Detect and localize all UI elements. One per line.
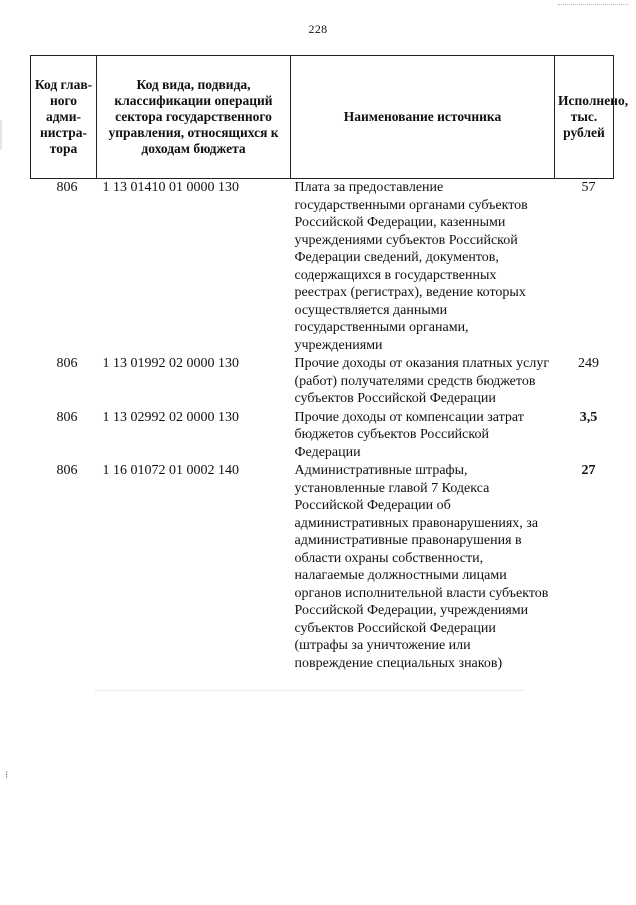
admin-code-cell: 806 [56, 409, 78, 425]
source-name-cell: Административные штрафы, установленные главой 7 Кодекса Российской Федерации об административных правонарушениях, за административные правонарушения в области охраны собственности, налагаемые должностными лицами органов исполнительной власти субъектов Российской Федерации, учреждениями субъектов Российской Федерации (штрафы за уничтожение или повреждение специальных знаков) [294, 463, 549, 671]
page-number: 228 [308, 22, 328, 36]
table-row [31, 409, 614, 463]
classification-code-cell: 1 16 01072 01 0002 140 [102, 463, 239, 478]
header-type-code: Код вида, подвида, классификации операций сектора государственного управления, относящихся к доходам бюджета [97, 56, 291, 179]
amount-cell: 249 [578, 356, 599, 371]
admin-code-cell: 806 [56, 180, 78, 195]
header-source-name: Наименование источника [291, 56, 555, 179]
header-admin-code: Код глав-ного адми-нистра-тора [31, 56, 97, 179]
source-name-cell: Прочие доходы от оказания платных услуг (работ) получателями средств бюджетов субъектов Российской Федерации [294, 356, 550, 406]
amount-cell: 3,5 [579, 409, 598, 425]
amount-cell: 57 [581, 180, 596, 195]
scan-artifact-dots [95, 690, 525, 692]
scan-artifact-mark [558, 4, 628, 6]
amount-cell: 27 [581, 463, 596, 478]
header-executed: Исполнено, тыс. рублей [555, 56, 614, 179]
header-row [31, 56, 614, 179]
scan-edge-marks: ⁝ [5, 770, 9, 781]
table-row [31, 462, 614, 673]
source-name-cell: Плата за предоставление государственными органами субъектов Российской Федерации, казенными учреждениями субъектов Российской Федерации сведений, документов, содержащихся в государственных реестрах (регистрах), ведение которых осуществляется данными государственными органами, учреждениями [294, 180, 528, 353]
classification-code-cell: 1 13 01410 01 0000 130 [102, 180, 239, 195]
admin-code-cell: 806 [56, 356, 78, 371]
revenue-table [30, 55, 629, 673]
table-header [31, 56, 629, 179]
admin-code-cell: 806 [56, 463, 78, 478]
table-body [31, 179, 614, 674]
source-name-cell: Прочие доходы от компенсации затрат бюджетов субъектов Российской Федерации [294, 409, 524, 460]
classification-code-cell: 1 13 01992 02 0000 130 [102, 356, 239, 371]
scan-edge-shadow [0, 120, 2, 150]
table-row [31, 179, 614, 356]
table-row [31, 355, 614, 409]
classification-code-cell: 1 13 02992 02 0000 130 [102, 409, 239, 425]
